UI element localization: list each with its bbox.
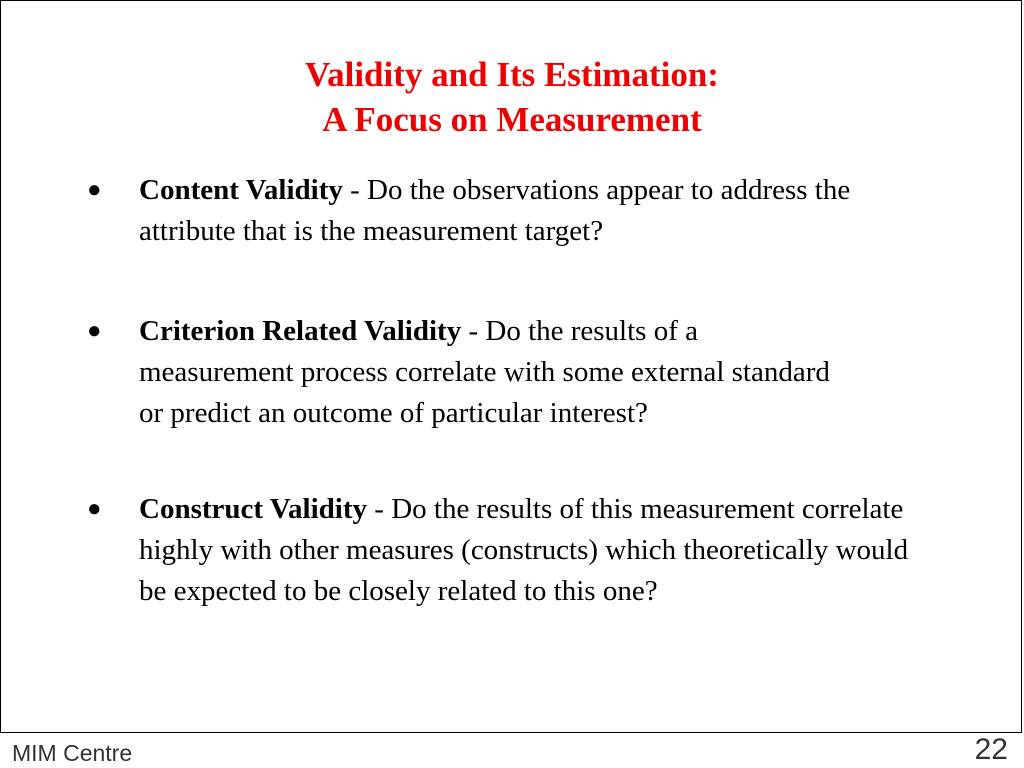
bullet-icon: ● <box>87 318 102 344</box>
page-number: 22 <box>974 733 1008 766</box>
bullet-text <box>139 311 859 434</box>
bullet-description: Do the results of this measurement correlate highly with other measures (constructs) which theoretically would be expected to be closely related to this one? <box>139 493 909 607</box>
slide-title-line-2: A Focus on Measurement <box>322 100 702 139</box>
bullet-separator: - <box>342 174 368 206</box>
slide-title <box>0 52 1024 142</box>
footer-label: MIM Centre <box>12 740 133 766</box>
slide-title-line-1: Validity and Its Estimation: <box>305 55 719 94</box>
bullet-icon: ● <box>87 496 102 522</box>
bullet-text <box>139 489 919 612</box>
bullet-icon: ● <box>87 177 102 203</box>
bullet-term: Criterion Related Validity <box>139 315 462 347</box>
bullet-description: Do the results of a measurement process correlate with some external standard or predict an outcome of particular interest? <box>139 315 830 429</box>
bullet-term: Construct Validity <box>139 493 368 525</box>
bullet-term: Content Validity <box>139 174 343 206</box>
bullet-separator: - <box>461 315 486 347</box>
bullet-text <box>139 170 929 252</box>
bullet-separator: - <box>367 493 392 525</box>
bullet-description: Do the observations appear to address the attribute that is the measurement target? <box>139 174 851 247</box>
